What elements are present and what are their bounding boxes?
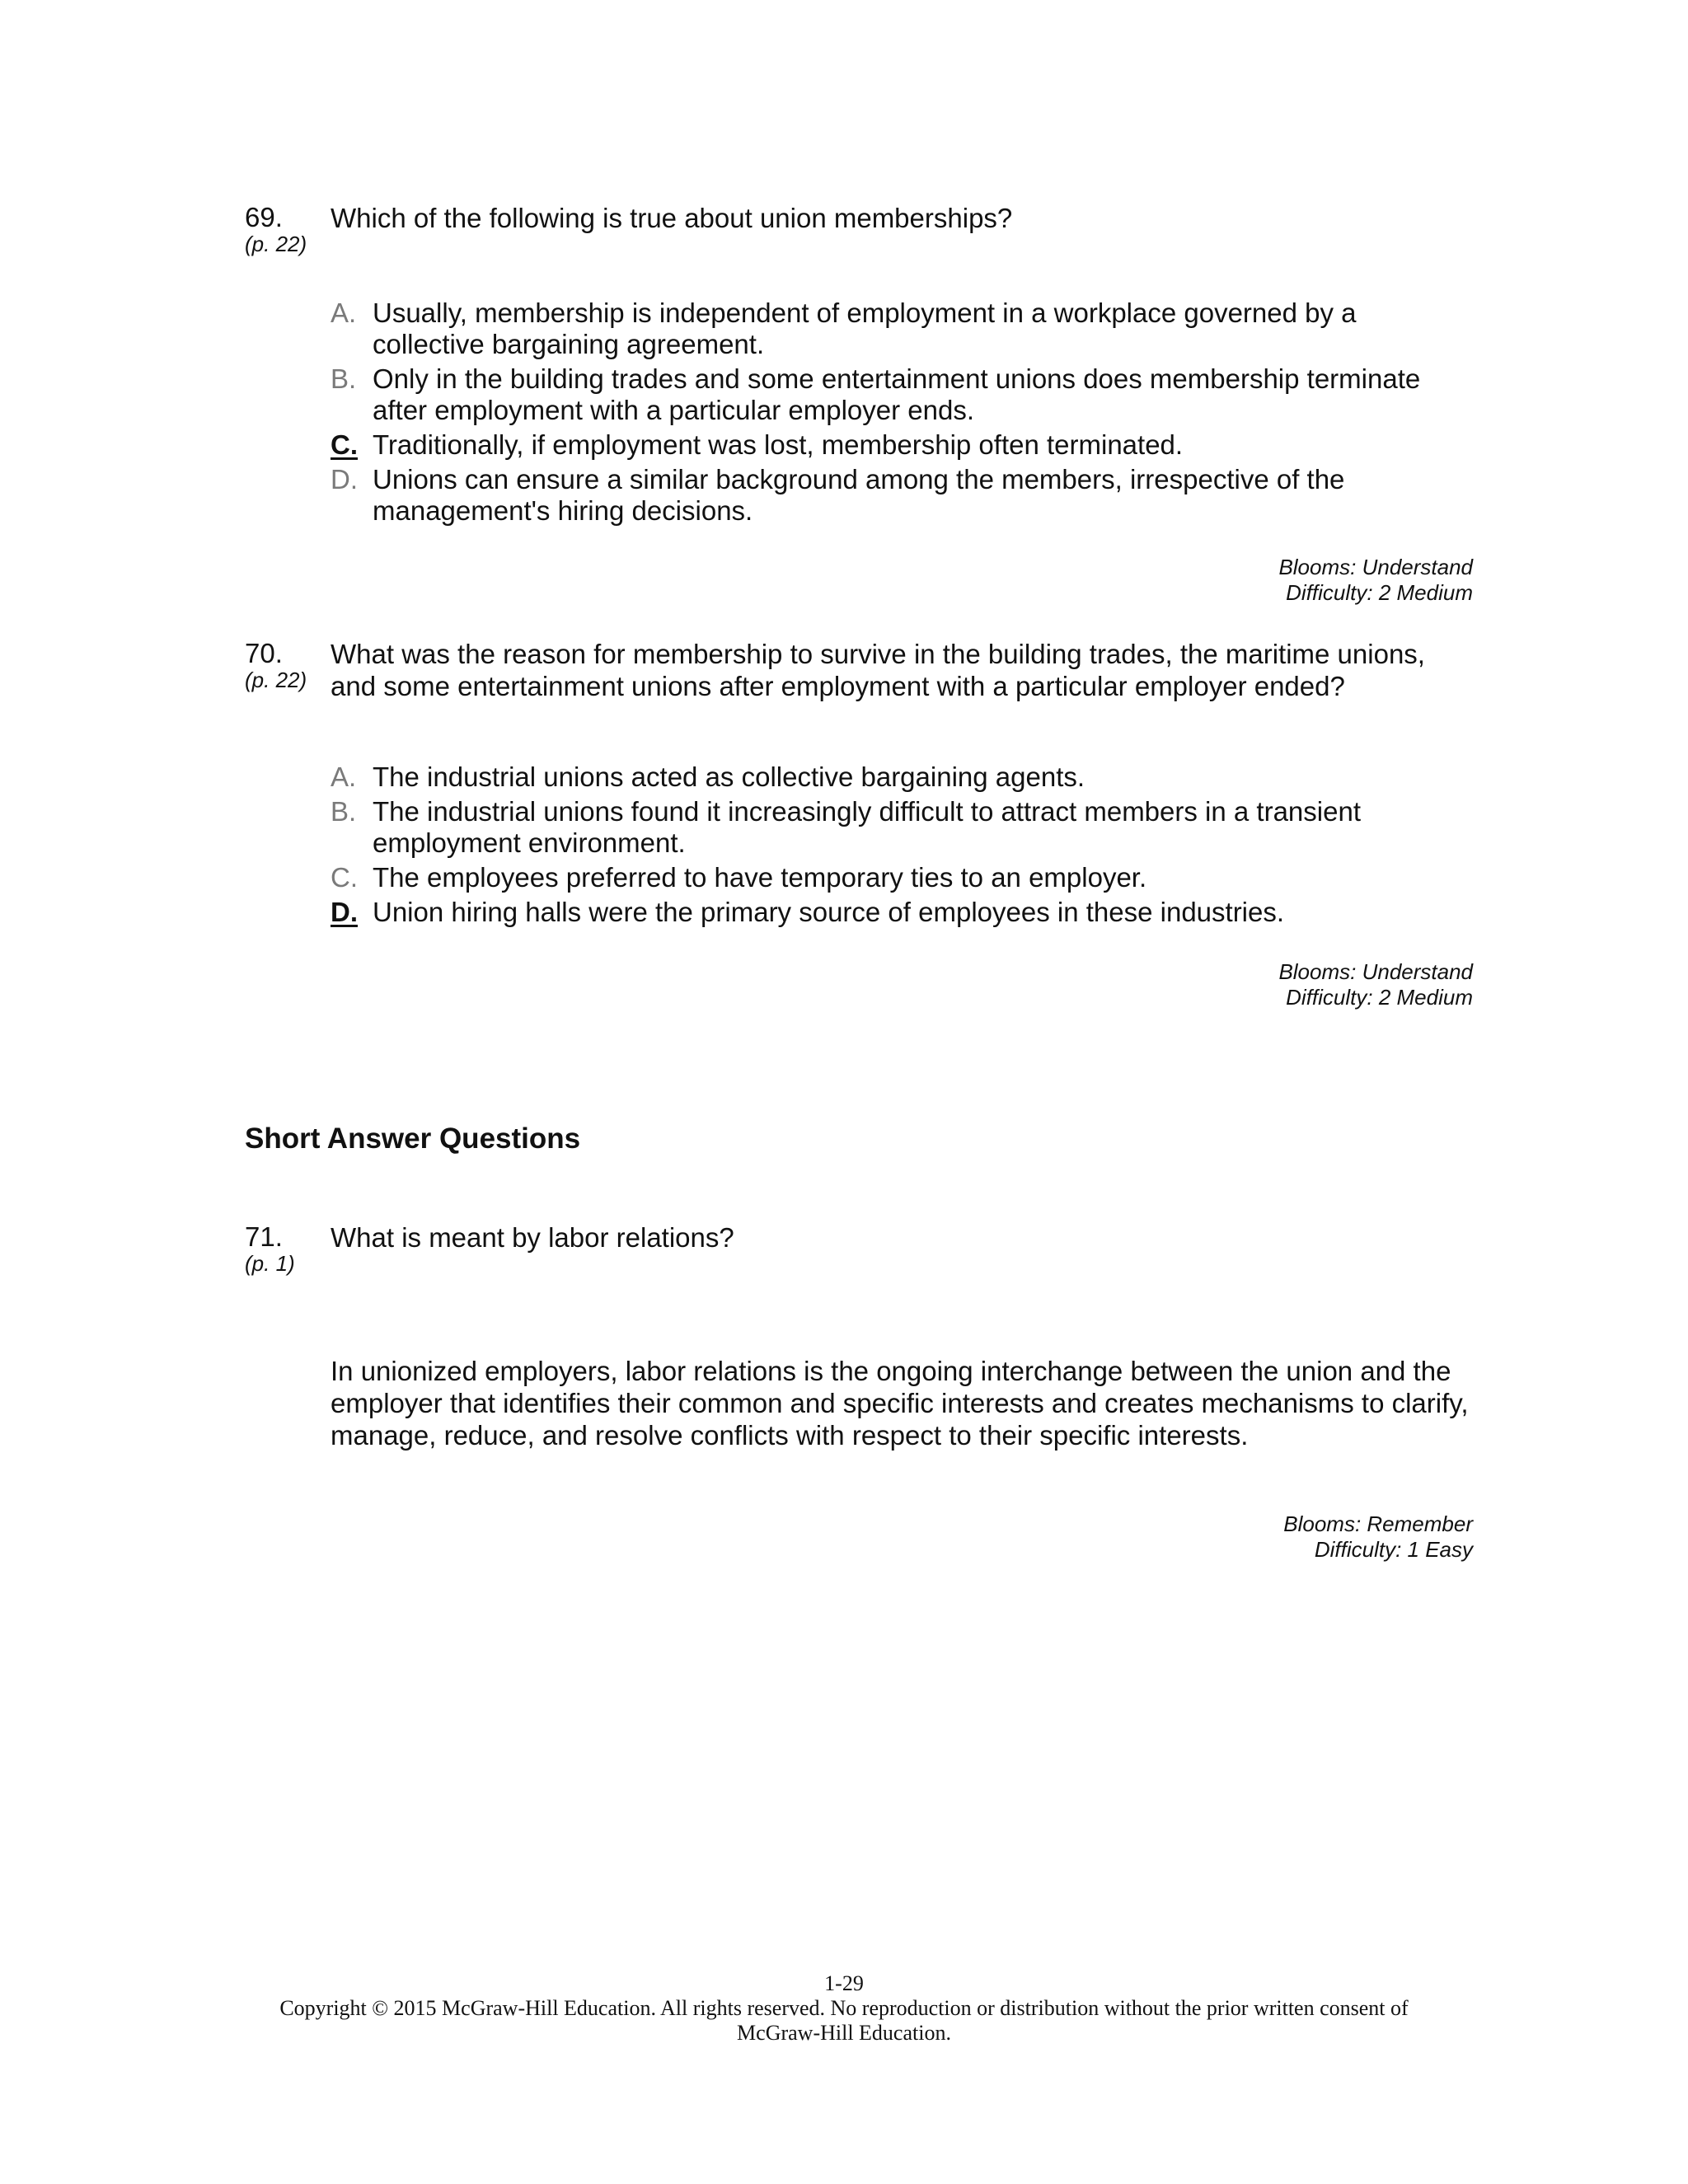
question-header (245, 638, 1473, 701)
question-header (245, 1221, 1473, 1276)
option-text: Usually, membership is independent of employment in a workplace governed by a collective bargaining agreement. (373, 298, 1357, 359)
option-a (331, 762, 1472, 793)
option-d (331, 464, 1472, 527)
option-letter: C. (331, 862, 358, 893)
option-letter: B. (331, 363, 357, 394)
answer-text: In unionized employers, labor relations is the ongoing interchange between the union and the employer that identifies their common and specific interests and creates mechanisms to clarify, manage, reduce, and resolve conflicts with respect to their specific interests. (331, 1356, 1469, 1451)
difficulty-level: Difficulty: 2 Medium (1286, 580, 1473, 605)
question-number: 70. (245, 638, 283, 668)
question-header (245, 202, 1473, 256)
option-c (331, 429, 1472, 461)
option-text: The industrial unions found it increasingly difficult to attract members in a transient employment environment. (373, 796, 1361, 858)
page-footer (0, 1971, 1688, 2046)
copyright-notice: Copyright © 2015 McGraw-Hill Education. All rights reserved. No reproduction or distribution without the prior written consent of McGraw-Hill Education. (279, 1996, 1409, 2045)
question-text: Which of the following is true about union memberships? (331, 203, 1013, 233)
question-number: 71. (245, 1221, 283, 1252)
page-number: 1-29 (824, 1971, 864, 1995)
question-71 (245, 1221, 1473, 1562)
option-letter: B. (331, 796, 357, 827)
option-text: The industrial unions acted as collective bargaining agents. (373, 762, 1085, 792)
option-b (331, 363, 1472, 426)
option-a (331, 298, 1472, 360)
question-text: What is meant by labor relations? (331, 1222, 734, 1253)
difficulty-level: Difficulty: 2 Medium (1286, 985, 1473, 1010)
blooms-level: Blooms: Understand (1278, 555, 1473, 579)
option-text: Only in the building trades and some entertainment unions does membership terminate after employment with a particular employer ends. (373, 363, 1421, 425)
question-69 (245, 202, 1473, 605)
option-text: The employees preferred to have temporary ties to an employer. (373, 862, 1147, 893)
question-metadata (1278, 555, 1473, 606)
question-metadata (1278, 959, 1473, 1010)
question-number: 69. (245, 202, 283, 232)
blooms-level: Blooms: Remember (1283, 1511, 1473, 1536)
question-metadata (1283, 1511, 1473, 1563)
blooms-level: Blooms: Understand (1278, 959, 1473, 984)
difficulty-level: Difficulty: 1 Easy (1314, 1537, 1473, 1562)
answer-options (331, 762, 1472, 931)
question-70 (245, 638, 1473, 1010)
option-c (331, 862, 1472, 893)
question-page-reference: (p. 22) (245, 232, 307, 256)
option-d (331, 897, 1472, 928)
option-text: Unions can ensure a similar background among the members, irrespective of the management's hiring decisions. (373, 464, 1345, 526)
question-page-reference: (p. 1) (245, 1251, 295, 1276)
option-text: Union hiring halls were the primary source of employees in these industries. (373, 897, 1285, 927)
correct-option-letter: D. (331, 897, 358, 927)
option-letter: A. (331, 762, 357, 792)
option-letter: A. (331, 298, 357, 328)
question-text: What was the reason for membership to survive in the building trades, the maritime unions, and some entertainment unions after employment with a particular employer ended? (331, 639, 1425, 701)
correct-option-letter: C. (331, 429, 358, 460)
option-b (331, 796, 1472, 859)
answer-options (331, 298, 1472, 530)
option-letter: D. (331, 464, 358, 494)
option-text: Traditionally, if employment was lost, membership often terminated. (373, 429, 1184, 460)
question-page-reference: (p. 22) (245, 668, 307, 692)
section-heading: Short Answer Questions (245, 1122, 581, 1155)
